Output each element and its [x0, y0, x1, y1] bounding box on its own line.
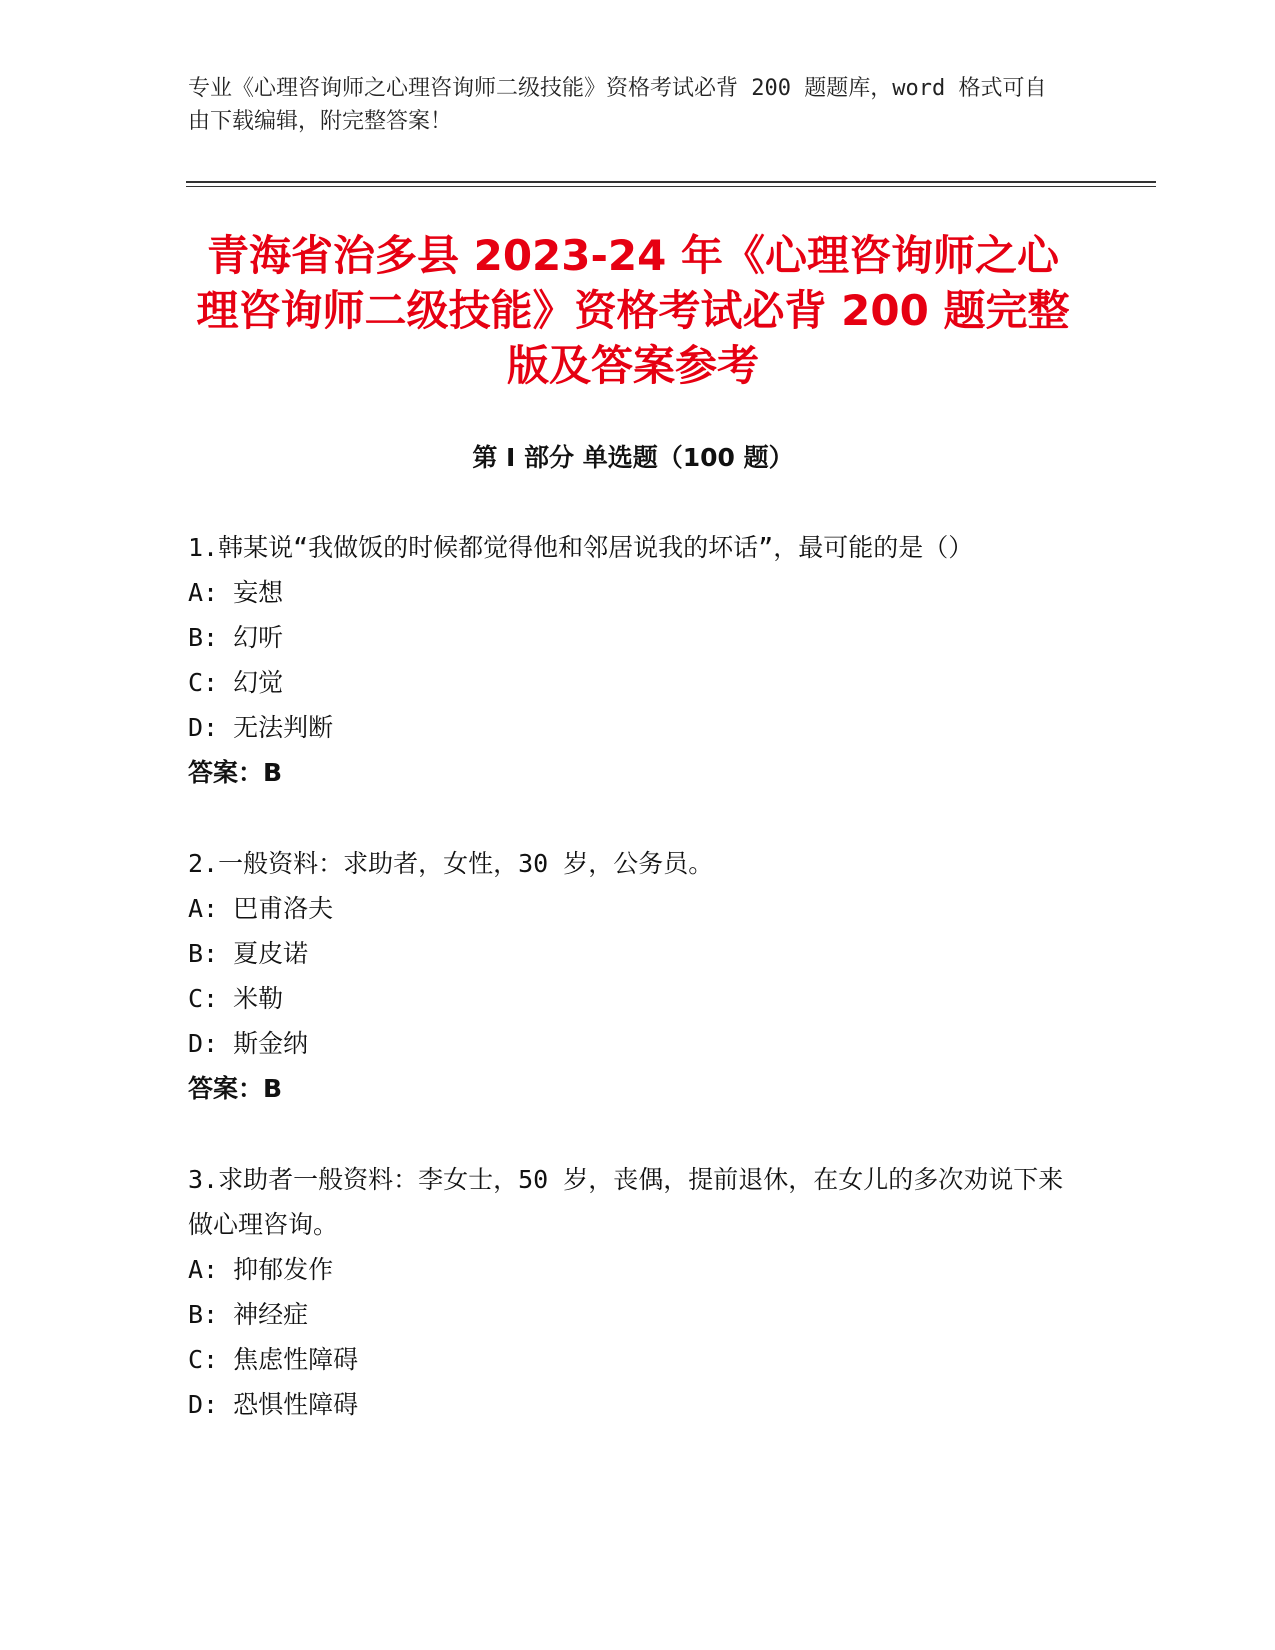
- option-a: A: 妄想: [188, 578, 284, 607]
- answer-line: 答案：B: [188, 758, 283, 787]
- option-b: B: 夏皮诺: [188, 939, 309, 968]
- option-d: D: 恐惧性障碍: [188, 1390, 359, 1419]
- option-d: D: 无法判断: [188, 713, 334, 742]
- question-list: [188, 525, 1068, 1473]
- document-title: 青海省治多县 2023-24 年《心理咨询师之心理咨询师二级技能》资格考试必背 200 题完整版及答案参考: [196, 231, 1070, 390]
- option-b: B: 幻听: [188, 623, 284, 652]
- section-heading: 第 I 部分 单选题（100 题）: [472, 443, 794, 472]
- header-divider-thin: [186, 186, 1156, 187]
- option-c: C: 幻觉: [188, 668, 284, 697]
- option-a: A: 巴甫洛夫: [188, 894, 334, 923]
- question-1: [188, 525, 1068, 795]
- option-c: C: 焦虑性障碍: [188, 1345, 359, 1374]
- question-3: [188, 1157, 1068, 1427]
- header-divider: [186, 181, 1156, 183]
- option-d: D: 斯金纳: [188, 1029, 309, 1058]
- option-b: B: 神经症: [188, 1300, 309, 1329]
- question-2: [188, 841, 1068, 1111]
- option-c: C: 米勒: [188, 984, 284, 1013]
- option-a: A: 抑郁发作: [188, 1255, 334, 1284]
- answer-line: 答案：B: [188, 1074, 283, 1103]
- question-stem: 1.韩某说“我做饭的时候都觉得他和邻居说我的坏话”，最可能的是（）: [188, 533, 974, 562]
- intro-text: 专业《心理咨询师之心理咨询师二级技能》资格考试必背 200 题题库，word 格式可自由下载编辑，附完整答案！: [188, 76, 1047, 134]
- question-stem: 3.求助者一般资料：李女士，50 岁，丧偶，提前退休，在女儿的多次劝说下来做心理咨询。: [188, 1165, 1064, 1239]
- question-stem: 2.一般资料：求助者，女性，30 岁，公务员。: [188, 849, 714, 878]
